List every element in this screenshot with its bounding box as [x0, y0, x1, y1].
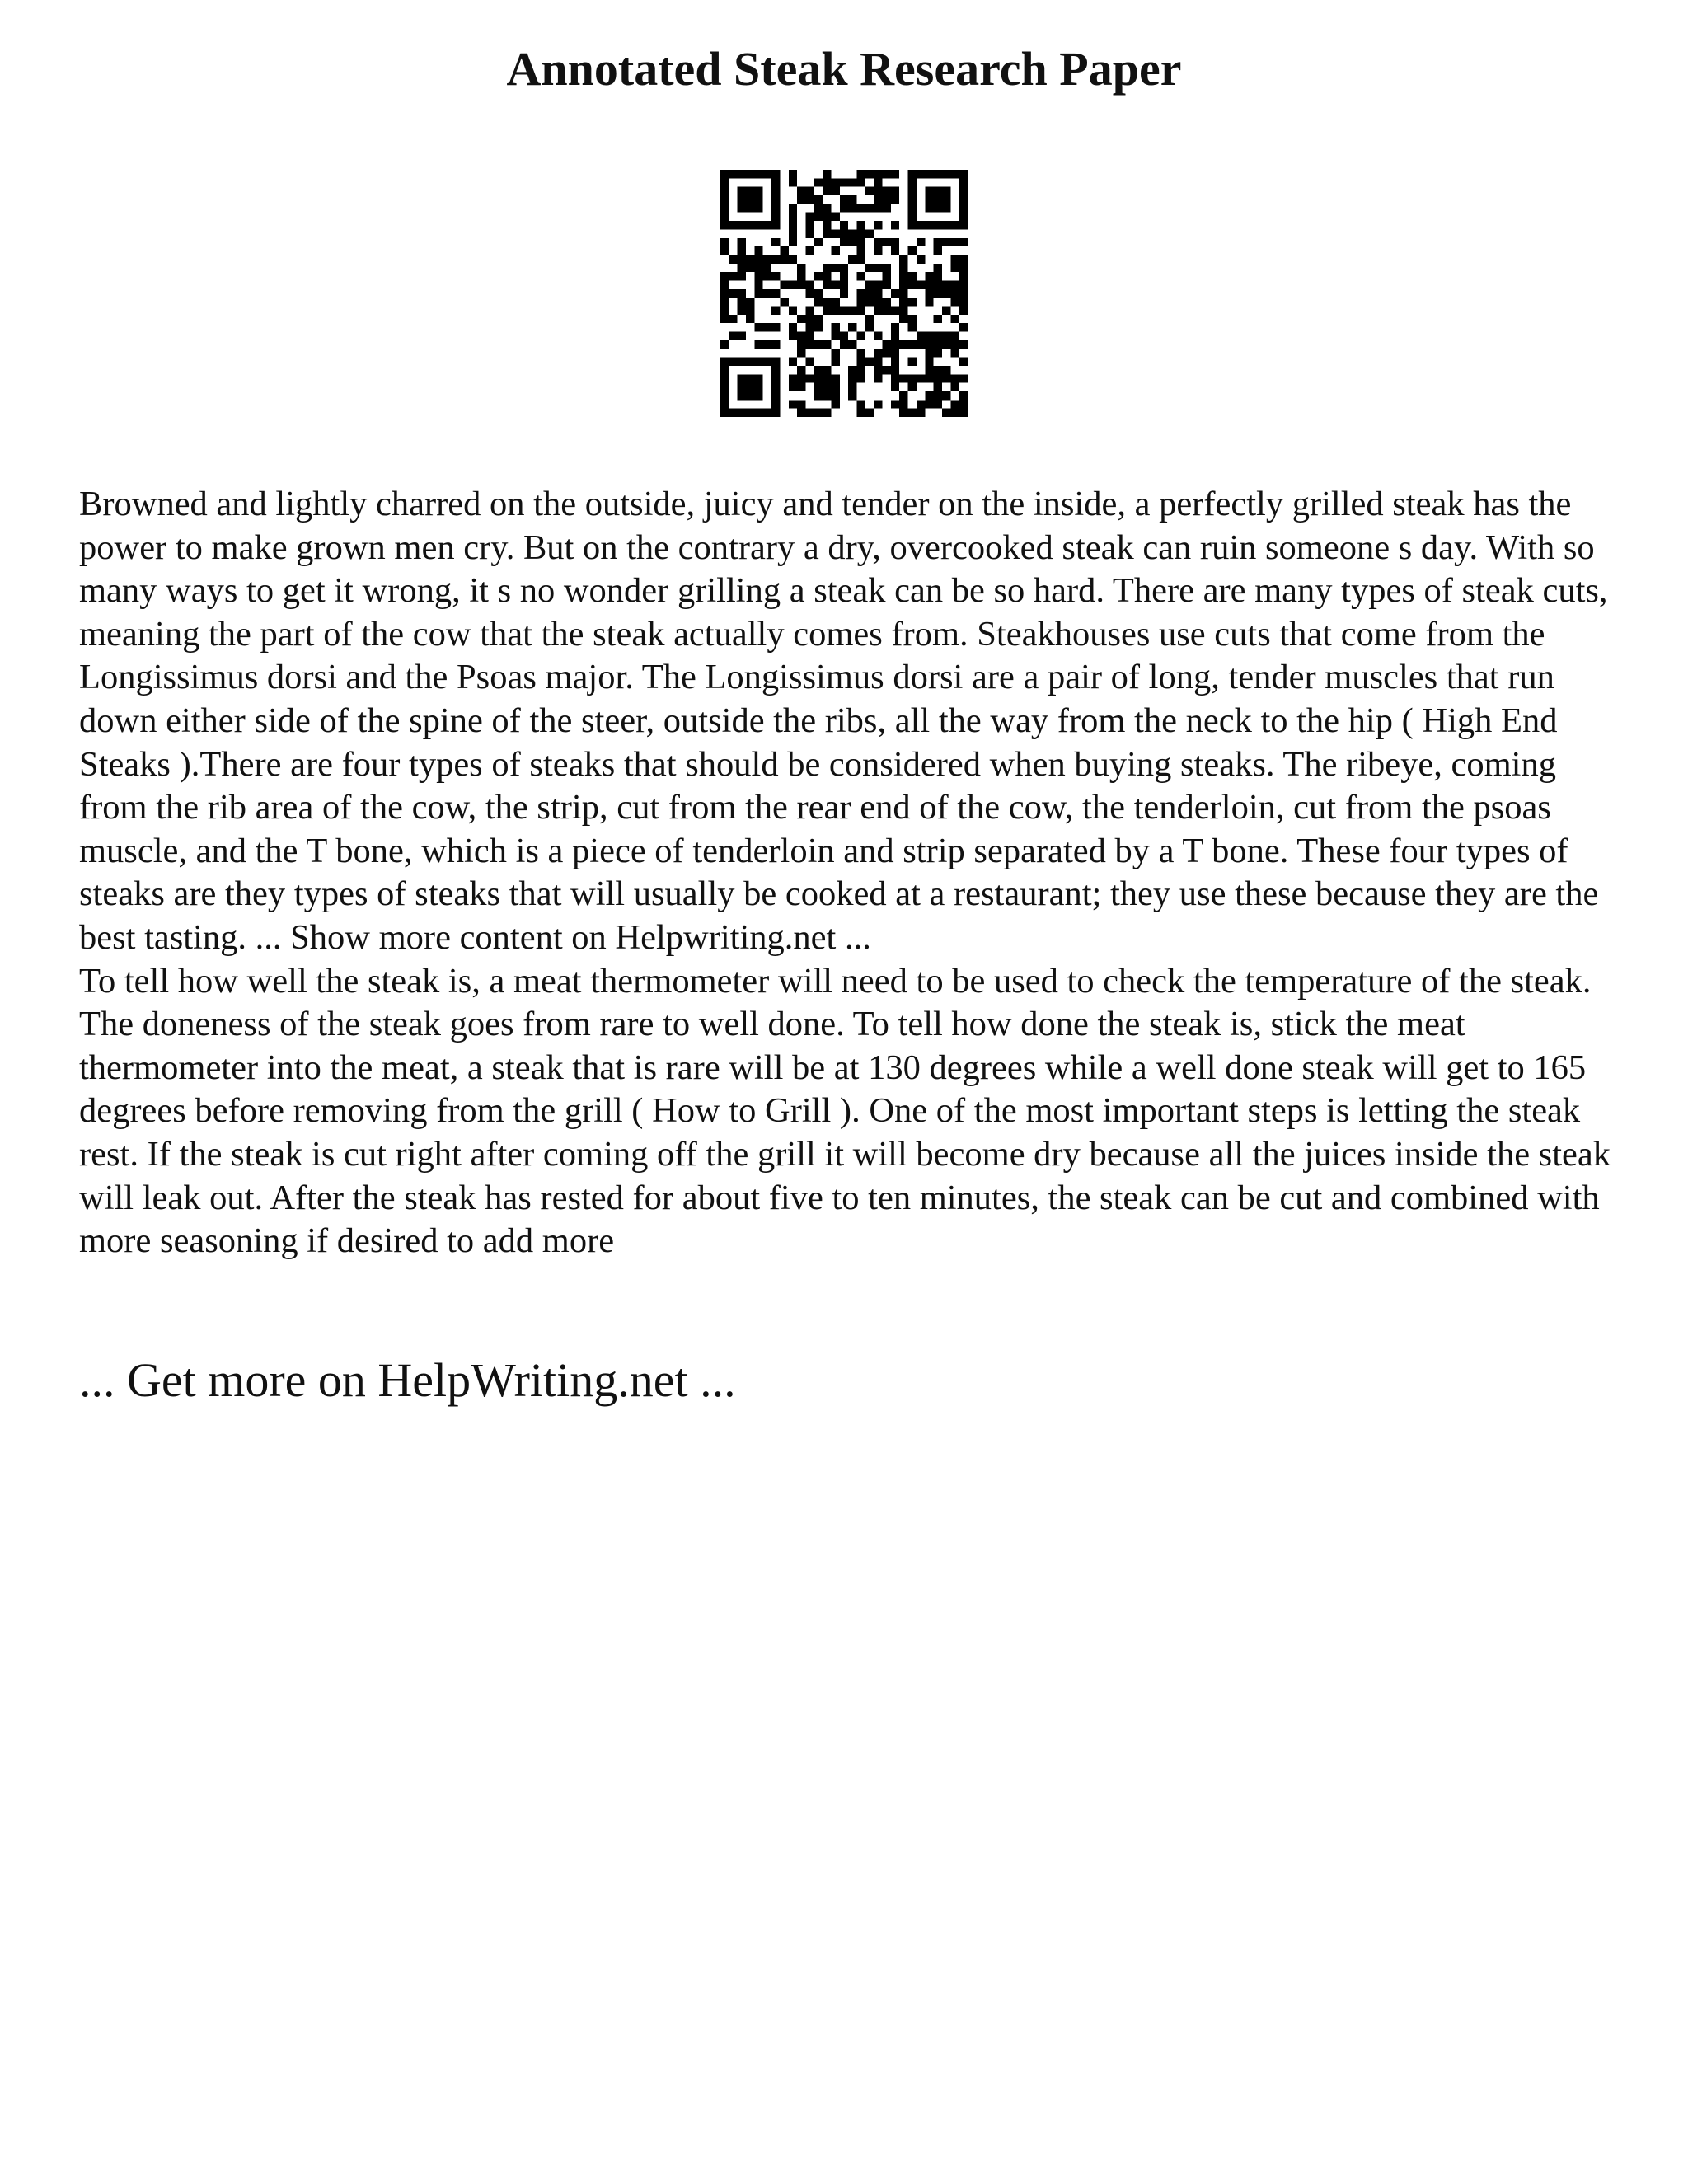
body-paragraph-2: To tell how well the steak is, a meat thermometer will need to be used to check the temperature of the steak. The doneness of the steak goes from rare to well done. To tell how done the steak is, stick the meat thermometer into the meat, a steak that is rare will be at 130 degrees while a well done steak will get to 165 degrees before removing from the grill ( How to Grill ). One of the most important steps is letting the steak rest. If the steak is cut right after coming off the grill it will become dry because all the juices inside the steak will leak out. After the steak has rested for about five to ten minutes, the steak can be cut and combined with more seasoning if desired to add more	[79, 961, 1611, 1261]
document-body	[79, 483, 1629, 1263]
get-more-link[interactable]: ... Get more on HelpWriting.net ...	[79, 1353, 736, 1407]
body-paragraph-1: Browned and lightly charred on the outside, juicy and tender on the inside, a perfectly grilled steak has the power to make grown men cry. But on the contrary a dry, overcooked steak can ruin someone s day. With so many ways to get it wrong, it s no wonder grilling a steak can be so hard. There are many types of steak cuts, meaning the part of the cow that the steak actually comes from. Steakhouses use cuts that come from the Longissimus dorsi and the Psoas major. The Longissimus dorsi are a pair of long, tender muscles that run down either side of the spine of the steer, outside the ribs, all the way from the neck to the hip ( High End Steaks ).There are four types of steaks that should be considered when buying steaks. The ribeye, coming from the rib area of the cow, the strip, cut from the rear end of the cow, the tenderloin, cut from the psoas muscle, and the T bone, which is a piece of tenderloin and strip separated by a T bone. These four types of steaks are they types of steaks that will usually be cooked at a restaurant; they use these because they are the best tasting. ... Show more content on Helpwriting.net ...	[79, 485, 1608, 957]
document-title: Annotated Steak Research Paper	[506, 42, 1182, 96]
qr-code-icon[interactable]	[720, 170, 968, 417]
